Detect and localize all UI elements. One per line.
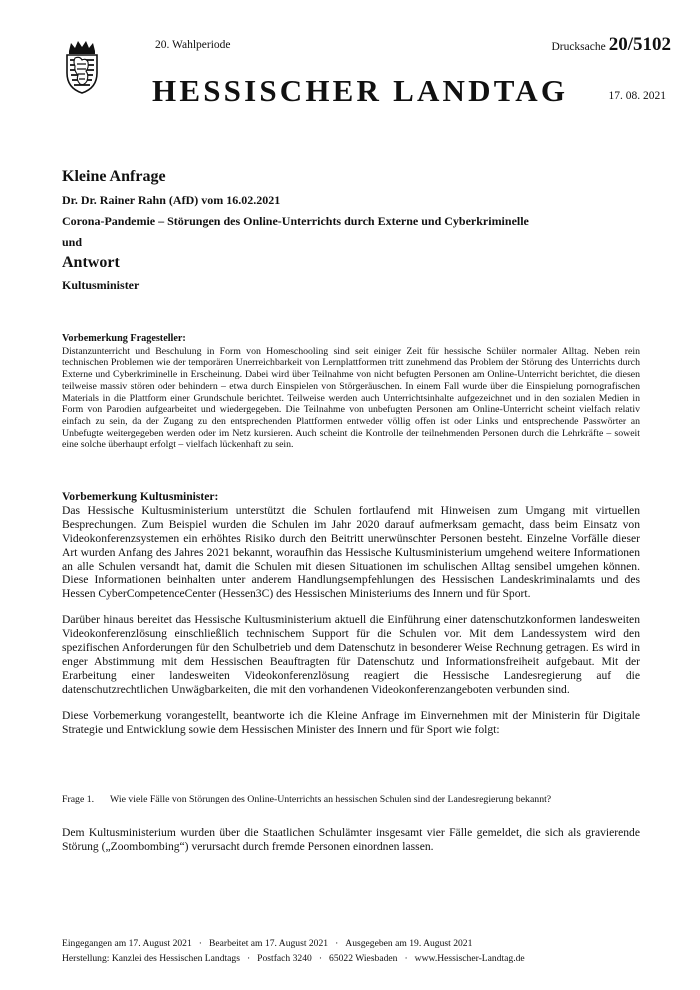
- heading-block: [62, 168, 532, 299]
- frage-1-text: Wie viele Fälle von Störungen des Online-Unterrichts an hessischen Schulen sind der Landesregierung bekannt?: [110, 794, 552, 805]
- drucksache-label: Drucksache: [551, 41, 606, 53]
- footer-postfach: Postfach 3240: [257, 953, 312, 964]
- vorbemerkung-kultusminister-title: Vorbemerkung Kultusminister:: [62, 490, 219, 503]
- vorbemerkung-fragesteller-text: Distanzunterricht und Beschulung in Form von Homeschooling sind seit einiger Zeit für hessische Schüler normaler Alltag. Neben rein technischen Problemen wie der temporären Unerreichbarkeit von Lernplattformen tritt zunehmend das Problem der Störung des Unterrichts durch Externe und Cyberkriminelle in Erscheinung. Dabei wird über Teilnahme von nicht befugten Personen am Online-Unterricht berichtet, die diesen teilweise massiv stören oder behindern – etwa durch Einspielen von Störgeräuschen. In einem Fall wurde über die Einspielung pornografischen Materials in die Plattform einer Grundschule berichtet. Teilweise werden auch Unterrichtsinhalte aufgezeichnet und in den sozialen Medien in Form von Parodien aufgearbeitet und wiedergegeben. Die Teilnahme von unbefugten Personen am Online-Unterricht scheint vielfach relativ einfach zu sein, da der Zugang zu den entsprechenden Plattformen entweder völlig offen ist oder Links und entsprechende Passwörter an Unbefugte weitergegeben werden oder im Netz kursieren. Auch scheint die Kontrolle der teilnehmenden Personen durch die Lehrkräfte – soweit eine solche überhaupt erfolgt – vielfach lückenhaft zu sein.: [62, 345, 640, 451]
- paragraph: Diese Vorbemerkung vorangestellt, beantworte ich die Kleine Anfrage im Einvernehmen mit der Ministerin für Digitale Strategie und Entwicklung sowie dem Hessischen Minister des Innern und für Sport wie folgt:: [62, 708, 640, 736]
- drucksache: [551, 34, 671, 56]
- footer-ausgegeben: Ausgegeben am 19. August 2021: [345, 938, 473, 949]
- drucksache-number: 20/5102: [608, 34, 671, 55]
- vorbemerkung-fragesteller: [62, 333, 640, 451]
- footer-herstellung: Herstellung: Kanzlei des Hessischen Landtags: [62, 953, 240, 964]
- hessen-crest-icon: [62, 40, 102, 94]
- vorbemerkung-fragesteller-title: Vorbemerkung Fragesteller:: [62, 333, 186, 344]
- wahlperiode: 20. Wahlperiode: [155, 39, 231, 51]
- antwort-label: Antwort: [62, 254, 120, 271]
- responder-line: Kultusminister: [62, 278, 140, 292]
- institution-title: HESSISCHER LANDTAG: [152, 73, 569, 108]
- footer-ort: 65022 Wiesbaden: [329, 953, 398, 964]
- und-label: und: [62, 235, 83, 249]
- antwort-1: Dem Kultusministerium wurden über die Staatlichen Schulämter insgesamt vier Fälle gemeldet, die sich als gravierende Störung („Zoombombing“) verursacht durch fremde Personen einordnen lassen.: [62, 826, 640, 853]
- paragraph: Darüber hinaus bereitet das Hessische Kultusministerium aktuell die Einführung einer datenschutzkonformen landesweiten Videokonferenzlösung einschließlich technischem Support für die Schulen vor. Mit dem Landessystem wird den spezifischen Anforderungen für den Schulbetrieb und dem Datenschutz in besonderer Weise Rechnung getragen. Es wird in enger Abstimmung mit dem Hessischen Beauftragten für Datenschutz und Informationsfreiheit aufgebaut. Mit der Erarbeitung einer landesweiten Videokonferenzlösung reagiert die Hessische Landesregierung auf die datenschutzrechtlichen Unwägbarkeiten, die mit den vorhandenen Videokonferenzangeboten verbunden sind.: [62, 613, 640, 696]
- footer-dates: [62, 938, 472, 949]
- frage-1-label: Frage 1.: [62, 794, 95, 805]
- footer-bearbeitet: Bearbeitet am 17. August 2021: [208, 938, 329, 949]
- subject-line: Corona-Pandemie – Störungen des Online-Unterrichts durch Externe und Cyberkriminelle: [62, 214, 529, 228]
- paragraph: Das Hessische Kultusministerium unterstützt die Schulen fortlaufend mit Hinweisen zum Umgang mit virtuellen Besprechungen. Zum Beispiel wurden die Schulen im Jahr 2020 darauf aufmerksam gemacht, dass beim Einsatz von Videokonferenzsystemen ein erhöhtes Risiko durch den Beitritt unerwünschter Personen besteht. Einzelne Vorfälle dieser Art wurden Anfang des Jahres 2021 bekannt, woraufhin das Hessische Kultusministerium umgehend weitere Informationen an alle Schulen versandt hat, damit die Schulen mit diesen Situationen im schulischen Alltag sensibel umgehen können. Diese Informationen beinhalten unter anderem Handlungsempfehlungen des Hessischen Landeskriminalamts und des Hessen CyberCompetenceCenter (Hessen3C) des Hessischen Ministeriums des Innern und für Sport.: [62, 503, 640, 601]
- footer-publisher: [62, 953, 525, 964]
- author-line: Dr. Dr. Rainer Rahn (AfD) vom 16.02.2021: [62, 193, 281, 207]
- footer-separator: ·: [198, 938, 202, 949]
- footer-website-link[interactable]: www.Hessischer-Landtag.de: [414, 953, 525, 964]
- document-kind: Kleine Anfrage: [62, 168, 166, 185]
- footer-eingegangen: Eingegangen am 17. August 2021: [62, 938, 192, 949]
- frage-1: [62, 794, 640, 806]
- footer-separator: ·: [318, 953, 323, 964]
- vorbemerkung-kultusminister: [62, 490, 640, 749]
- footer-separator: ·: [246, 953, 251, 964]
- footer-separator: ·: [404, 953, 408, 964]
- footer-separator: ·: [335, 938, 339, 949]
- document-date: 17. 08. 2021: [608, 90, 666, 102]
